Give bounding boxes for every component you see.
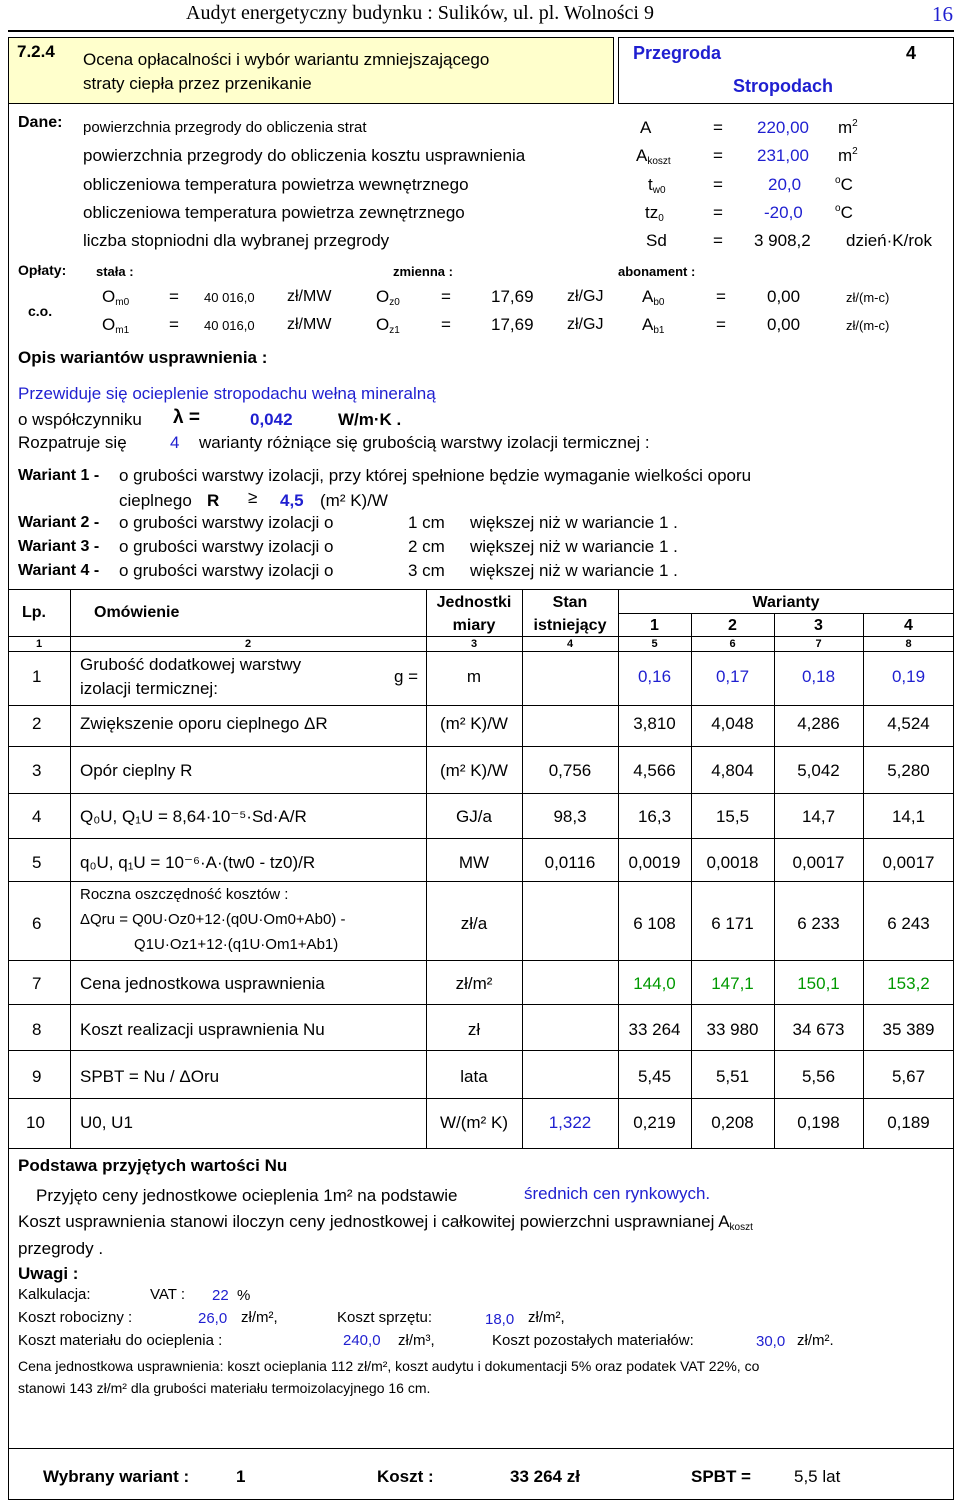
row1-w2: 0,17: [715, 667, 750, 686]
th-w2: 2: [728, 617, 737, 634]
th-stan: Stan: [552, 594, 588, 611]
wariant2-label: Wariant 2 -: [18, 514, 100, 531]
wybrany-label: Wybrany wariant :: [43, 1467, 190, 1486]
ab0-val: 0,00: [767, 287, 801, 306]
row5-lp: 5: [32, 853, 42, 872]
row3-stan: 0,756: [548, 761, 592, 780]
ab0-eq: =: [716, 287, 726, 306]
dane-eq-3: =: [713, 203, 723, 222]
row2-unit: (m² K)/W: [440, 714, 508, 733]
row3-w3: 5,042: [797, 761, 840, 780]
pozostale-label: Koszt pozostałych materiałów:: [492, 1332, 694, 1349]
row3-desc: Opór cieplny R: [80, 761, 193, 780]
dane-desc-0: powierzchnia przegrody do obliczenia strat: [83, 119, 367, 136]
row2-desc: Zwiększenie oporu cieplnego ΔR: [80, 714, 328, 733]
row4-lp: 4: [32, 807, 42, 826]
wariant4-rest: większej niż w wariancie 1 .: [470, 561, 678, 580]
row10-lp: 10: [26, 1113, 45, 1132]
dane-unit-4: dzień·K/rok: [846, 231, 932, 250]
table-row-rule: [8, 793, 954, 794]
om1-val: 40 016,0: [204, 318, 255, 333]
colnum: 8: [905, 638, 912, 650]
row10-w2: 0,208: [711, 1113, 754, 1132]
table-row-rule: [8, 705, 954, 706]
wariant1-text: o grubości warstwy izolacji, przy której spełnione będzie wymaganie wielkości oporu: [119, 466, 752, 485]
th-omowienie: Omówienie: [94, 604, 180, 621]
dane-unit-1: $m^2$: [838, 146, 858, 165]
row4-stan: 98,3: [553, 807, 587, 826]
om0-unit: zł/MW: [287, 288, 332, 305]
row2-lp: 2: [32, 714, 42, 733]
dane-sym-1: $A_{koszt}$: [636, 146, 671, 167]
wariant1-val: 4,5: [280, 491, 304, 510]
wariant1-ge: ≥: [248, 488, 258, 507]
wybrany-value: 1: [236, 1467, 246, 1486]
row9-unit: lata: [460, 1067, 488, 1086]
section-title-line1: Ocena opłacalności i wybór wariantu zmniejszającego: [83, 50, 490, 69]
material-value: 240,0: [343, 1332, 381, 1349]
dane-val-3: -20,0: [764, 203, 803, 222]
colnum: 3: [470, 638, 478, 650]
spbt-label: SPBT =: [691, 1467, 751, 1486]
co-label: c.o.: [28, 303, 53, 319]
wariant4-text: o grubości warstwy izolacji o: [119, 561, 334, 580]
rozpatruje-rest: warianty różniące się grubością warstwy izolacji termicznej :: [199, 433, 650, 452]
stala-label: stała :: [96, 264, 134, 279]
om1-unit: zł/MW: [287, 316, 332, 333]
row6-w3: 6 233: [797, 914, 840, 933]
page-number: 16: [932, 2, 953, 26]
row4-w1: 16,3: [637, 807, 672, 826]
row2-w1: 3,810: [633, 714, 676, 733]
th-istniejacy: istniejący: [533, 617, 607, 634]
row4-w3: 14,7: [801, 807, 836, 826]
row2-w4: 4,524: [887, 714, 930, 733]
section-number: 7.2.4: [17, 42, 55, 61]
ab1-sym: $A_{b1}$: [642, 315, 665, 336]
om1-sym: $O_{m1}$: [102, 315, 130, 336]
row6-w1: 6 108: [633, 914, 676, 933]
colnum: 1: [35, 638, 43, 650]
th-miary: miary: [452, 617, 496, 634]
table-bottom-rule: [8, 1148, 954, 1149]
dane-sym-4: Sd: [646, 231, 667, 250]
oz1-sym: $O_{z1}$: [376, 315, 400, 336]
dane-desc-2: obliczeniowa temperatura powietrza wewnętrznego: [83, 175, 469, 194]
zmienna-label: zmienna :: [393, 264, 453, 279]
note-line1: Cena jednostkowa usprawnienia: koszt ocieplania 112 zł/m², koszt audytu i dokumentacji 5% oraz podatek VAT 22%, co: [18, 1358, 760, 1374]
colnum: 6: [729, 638, 736, 650]
colnum: 2: [244, 638, 252, 650]
ab1-eq: =: [716, 315, 726, 334]
table-row-rule: [8, 881, 954, 882]
row9-w1: 5,45: [637, 1067, 672, 1086]
table-row-rule: [8, 746, 954, 747]
frame-left: [8, 104, 9, 1448]
wariant1-R: R: [207, 491, 220, 510]
koszt-value: 33 264 zł: [510, 1467, 580, 1486]
sprzet-value: 18,0: [485, 1311, 515, 1328]
section-title-line2: straty ciepła przez przenikanie: [83, 74, 312, 93]
robocizna-unit: zł/m²,: [241, 1309, 278, 1326]
dane-eq-0: =: [713, 118, 723, 137]
oz1-eq: =: [441, 315, 451, 334]
row5-stan: 0,0116: [544, 853, 596, 872]
dane-desc-1: powierzchnia przegrody do obliczenia kosztu usprawnienia: [83, 146, 526, 165]
row9-w3: 5,56: [801, 1067, 836, 1086]
dane-val-0: 220,00: [757, 118, 809, 137]
note-line2: stanowi 143 zł/m² dla grubości materiału termoizolacyjnego 16 cm.: [18, 1380, 431, 1396]
table-header-rule: [8, 636, 954, 637]
ab1-unit: zł/(m-c): [846, 318, 890, 333]
dane-sym-2: $t_{w0}$: [648, 175, 666, 196]
row7-desc: Cena jednostkowa usprawnienia: [80, 974, 325, 993]
th-w3: 3: [814, 617, 823, 634]
row4-unit: GJ/a: [456, 807, 492, 826]
th-jednostki: Jednostki: [436, 594, 512, 611]
podstawa-line3: przegrody .: [18, 1239, 104, 1258]
om0-sym: $O_{m0}$: [102, 287, 130, 308]
row10-w3: 0,198: [797, 1113, 840, 1132]
colnum: 4: [566, 638, 574, 650]
wariant2-cm: 1 cm: [408, 513, 445, 532]
podstawa-line2: Koszt usprawnienia stanowi iloczyn ceny jednostkowej i całkowitej powierzchni usprawnianej $A_{koszt}$: [18, 1212, 753, 1233]
row7-unit: zł/m²: [455, 974, 493, 993]
koszt-label: Koszt :: [377, 1467, 434, 1486]
row1-lp: 1: [32, 667, 42, 686]
rozpatruje-label: Rozpatruje się: [18, 433, 127, 452]
row1-unit: m: [466, 667, 482, 686]
dane-sym-3: $tz_0$: [645, 203, 664, 224]
row3-w4: 5,280: [887, 761, 930, 780]
row8-w3: 34 673: [792, 1020, 845, 1039]
row10-w4: 0,189: [887, 1113, 930, 1132]
row8-unit: zł: [467, 1020, 481, 1039]
wariant2-rest: większej niż w wariancie 1 .: [470, 513, 678, 532]
opis-coef-prefix: o współczynniku: [18, 410, 142, 429]
dane-unit-0: $m^2$: [838, 118, 858, 137]
th-warianty: Warianty: [752, 594, 820, 611]
sprzet-unit: zł/m²,: [528, 1309, 565, 1326]
row7-w3: 150,1: [797, 974, 840, 993]
dane-eq-2: =: [713, 175, 723, 194]
table-row-rule: [8, 1098, 954, 1099]
robocizna-value: 26,0: [198, 1310, 228, 1327]
row6-w2: 6 171: [711, 914, 754, 933]
om0-val: 40 016,0: [204, 290, 255, 305]
row10-desc: U0, U1: [80, 1113, 133, 1132]
row5-w4: 0,0017: [882, 853, 935, 872]
row6-w4: 6 243: [887, 914, 930, 933]
om1-eq: =: [169, 315, 179, 334]
material-unit: zł/m³,: [398, 1332, 435, 1349]
row6-desc3: Q1U·Oz1+12·(q1U·Om1+Ab1): [134, 936, 339, 953]
row1-g: g =: [394, 667, 419, 686]
table-row-rule: [8, 960, 954, 961]
podstawa-line1: Przyjęto ceny jednostkowe ocieplenia 1m² na podstawie: [36, 1186, 458, 1205]
pozostale-unit: zł/m².: [797, 1332, 834, 1349]
row6-desc: Roczna oszczędność kosztów :: [80, 886, 289, 903]
lambda-value: 0,042: [250, 410, 293, 429]
row8-desc: Koszt realizacji usprawnienia Nu: [80, 1020, 325, 1039]
row4-w4: 14,1: [891, 807, 926, 826]
wariant1-unit: (m² K)/W: [320, 491, 388, 510]
row7-w1: 144,0: [633, 974, 676, 993]
oplaty-label: Opłaty:: [18, 262, 67, 278]
dane-val-2: 20,0: [768, 175, 802, 194]
row3-w2: 4,804: [711, 761, 754, 780]
row9-lp: 9: [32, 1067, 42, 1086]
dane-val-1: 231,00: [757, 146, 809, 165]
th-w4: 4: [904, 617, 913, 634]
wariant-count: 4: [170, 433, 180, 452]
row5-desc: q₀U, q₁U = 10⁻⁶·A·(tw0 - tz0)/R: [80, 853, 316, 872]
row1-w4: 0,19: [891, 667, 926, 686]
oz0-val: 17,69: [491, 287, 534, 306]
podstawa-heading: Podstawa przyjętych wartości Nu: [18, 1156, 288, 1175]
row9-w4: 5,67: [891, 1067, 926, 1086]
przegroda-number: 4: [906, 43, 917, 63]
table-row-rule: [8, 1050, 954, 1051]
colnum: 7: [815, 638, 822, 650]
dane-unit-3: $^o$C: [835, 203, 853, 222]
material-label: Koszt materiału do ocieplenia :: [18, 1332, 223, 1349]
przegroda-label: Przegroda: [633, 43, 722, 63]
ab0-unit: zł/(m-c): [846, 290, 890, 305]
row3-unit: (m² K)/W: [440, 761, 508, 780]
dane-desc-4: liczba stopniodni dla wybranej przegrody: [83, 231, 390, 250]
wariant4-label: Wariant 4 -: [18, 562, 100, 579]
table-top-rule: [8, 589, 954, 590]
colnum: 5: [651, 638, 658, 650]
row8-lp: 8: [32, 1020, 42, 1039]
row1-w3: 0,18: [801, 667, 836, 686]
table-colnum-rule: [8, 651, 954, 652]
row5-unit: MW: [458, 853, 490, 872]
document-header-title: Audyt energetyczny budynku : Sulików, ul. pl. Wolności 9: [186, 2, 654, 24]
row1-desc: Grubość dodatkowej warstwy: [80, 655, 302, 674]
oz0-eq: =: [441, 287, 451, 306]
dane-unit-2: $^o$C: [835, 175, 853, 194]
dane-eq-4: =: [713, 231, 723, 250]
uwagi-heading: Uwagi :: [18, 1264, 79, 1283]
oz0-sym: $O_{z0}$: [376, 287, 400, 308]
vat-label: VAT :: [150, 1286, 186, 1303]
warianty-subheader-rule: [618, 613, 954, 614]
opis-line1: Przewiduje się ocieplenie stropodachu wełną mineralną: [18, 384, 436, 403]
row1-w1: 0,16: [637, 667, 672, 686]
row1-desc2: izolacji termicznej:: [80, 679, 218, 698]
wariant1-text2: cieplnego: [119, 491, 192, 510]
lambda-symbol: λ =: [173, 407, 200, 428]
row10-w1: 0,219: [633, 1113, 676, 1132]
row5-w2: 0,0018: [706, 853, 759, 872]
przegroda-name: Stropodach: [733, 76, 834, 96]
row2-w3: 4,286: [797, 714, 840, 733]
row10-unit: W/(m² K): [440, 1113, 508, 1132]
row9-w2: 5,51: [715, 1067, 750, 1086]
th-w1: 1: [650, 617, 659, 634]
dane-sym-0: A: [640, 118, 652, 137]
wariant3-rest: większej niż w wariancie 1 .: [470, 537, 678, 556]
ab0-sym: $A_{b0}$: [642, 287, 665, 308]
table-row-rule: [8, 1004, 954, 1005]
lambda-unit: W/m·K .: [338, 410, 402, 429]
ab1-val: 0,00: [767, 315, 801, 334]
row2-w2: 4,048: [711, 714, 754, 733]
table-row-rule: [8, 838, 954, 839]
row8-w2: 33 980: [706, 1020, 759, 1039]
row10-stan: 1,322: [548, 1113, 592, 1132]
row6-desc2: ΔQru = Q0U·Oz0+12·(q0U·Om0+Ab0) -: [80, 911, 346, 928]
om0-eq: =: [169, 287, 179, 306]
table-col-line: [70, 589, 71, 1148]
oz1-unit: zł/GJ: [567, 316, 604, 333]
row3-w1: 4,566: [633, 761, 676, 780]
abonament-label: abonament :: [618, 264, 696, 279]
sprzet-label: Koszt sprzętu:: [337, 1309, 433, 1326]
row7-lp: 7: [32, 974, 42, 993]
kalkulacja-label: Kalkulacja:: [18, 1286, 91, 1303]
dane-eq-1: =: [713, 146, 723, 165]
vat-unit: %: [237, 1287, 251, 1304]
row3-lp: 3: [32, 761, 42, 780]
dane-val-4: 3 908,2: [754, 231, 811, 250]
spbt-value: 5,5 lat: [794, 1467, 841, 1486]
wariant2-text: o grubości warstwy izolacji o: [119, 513, 334, 532]
wariant3-cm: 2 cm: [408, 537, 445, 556]
row7-w2: 147,1: [711, 974, 754, 993]
row8-w4: 35 389: [882, 1020, 935, 1039]
pozostale-value: 30,0: [756, 1333, 786, 1350]
wariant3-label: Wariant 3 -: [18, 538, 100, 555]
row9-desc: SPBT = Nu / ΔOru: [80, 1067, 220, 1086]
row4-w2: 15,5: [715, 807, 750, 826]
header-rule: [8, 30, 954, 32]
wariant3-text: o grubości warstwy izolacji o: [119, 537, 334, 556]
row5-w3: 0,0017: [792, 853, 845, 872]
row6-lp: 6: [32, 914, 42, 933]
vat-value: 22: [212, 1287, 229, 1304]
wariant1-label: Wariant 1 -: [18, 467, 100, 484]
row7-w4: 153,2: [887, 974, 930, 993]
row4-desc: Q₀U, Q₁U = 8,64·10⁻⁵·Sd·A/R: [80, 807, 307, 826]
robocizna-label: Koszt robocizny :: [18, 1309, 133, 1326]
dane-label: Dane:: [18, 114, 63, 131]
dane-desc-3: obliczeniowa temperatura powietrza zewnętrznego: [83, 203, 465, 222]
row8-w1: 33 264: [628, 1020, 681, 1039]
podstawa-line1-source: średnich cen rynkowych.: [524, 1184, 711, 1203]
oz1-val: 17,69: [491, 315, 534, 334]
row5-w1: 0,0019: [628, 853, 681, 872]
opis-heading: Opis wariantów usprawnienia :: [18, 348, 268, 367]
th-lp: Lp.: [22, 604, 46, 621]
row6-unit: zł/a: [460, 914, 488, 933]
oz0-unit: zł/GJ: [567, 288, 604, 305]
wariant4-cm: 3 cm: [408, 561, 445, 580]
